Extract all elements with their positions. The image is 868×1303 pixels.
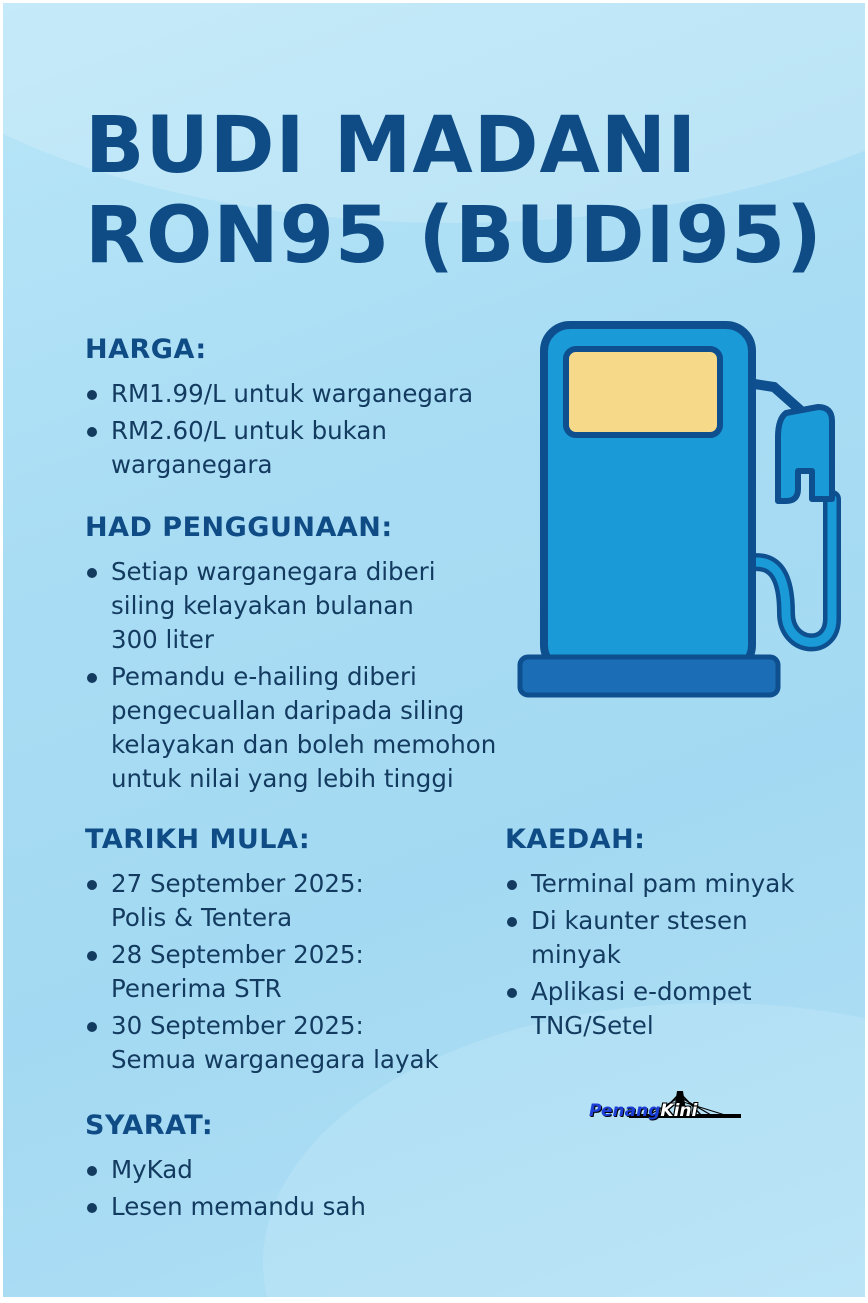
heading-had-penggunaan: HAD PENGGUNAAN: xyxy=(85,512,393,543)
penangkini-logo xyxy=(589,1087,741,1123)
list-item xyxy=(85,867,485,935)
list-item xyxy=(85,414,515,482)
list-item-line: Penerima STR xyxy=(111,974,282,1003)
heading-tarikh-mula: TARIKH MULA: xyxy=(85,824,311,855)
list-item xyxy=(85,938,485,1006)
section-harga xyxy=(85,333,515,485)
list-item xyxy=(85,1009,485,1077)
list-kaedah xyxy=(505,867,845,1043)
list-item xyxy=(85,377,515,411)
fuel-pump-icon xyxy=(516,321,852,701)
list-item-line: 27 September 2025: xyxy=(111,869,364,898)
list-had-penggunaan xyxy=(85,555,545,796)
list-item xyxy=(505,867,845,901)
page-title xyxy=(85,101,823,281)
title-line-1: BUDI MADANI xyxy=(85,101,698,191)
heading-kaedah: KAEDAH: xyxy=(505,824,646,855)
list-tarikh-mula xyxy=(85,867,485,1077)
list-item-line: pengecuallan daripada siling xyxy=(111,696,465,725)
logo-wordmark xyxy=(589,1101,697,1121)
list-item-line: 300 liter xyxy=(111,625,214,654)
list-item xyxy=(505,904,845,972)
list-item-line: Aplikasi e-dompet xyxy=(531,977,752,1006)
section-syarat xyxy=(85,1109,485,1227)
poster xyxy=(3,3,865,1297)
list-item-line: Setiap warganegara diberi xyxy=(111,557,436,586)
list-item-line: TNG/Setel xyxy=(531,1011,654,1040)
list-item-line: MyKad xyxy=(111,1155,193,1184)
list-item xyxy=(85,1153,485,1187)
list-item-line: warganegara xyxy=(111,450,273,479)
list-item xyxy=(85,1190,485,1224)
list-item xyxy=(85,660,545,796)
list-item-line: Semua warganegara layak xyxy=(111,1045,439,1074)
list-item-line: 28 September 2025: xyxy=(111,940,364,969)
list-item xyxy=(85,555,545,657)
list-item-line: Polis & Tentera xyxy=(111,903,293,932)
list-item-line: Pemandu e-hailing diberi xyxy=(111,662,417,691)
list-item-line: RM1.99/L untuk warganegara xyxy=(111,379,474,408)
list-item-line: RM2.60/L untuk bukan xyxy=(111,416,387,445)
list-item-line: 30 September 2025: xyxy=(111,1011,364,1040)
section-kaedah xyxy=(505,823,845,1046)
list-item-line: Terminal pam minyak xyxy=(531,869,795,898)
list-item xyxy=(505,975,845,1043)
title-line-2: RON95 (BUDI95) xyxy=(85,191,823,281)
list-harga xyxy=(85,377,515,482)
section-tarikh-mula xyxy=(85,823,485,1080)
logo-text-penang: Penang xyxy=(589,1101,661,1121)
list-item-line: untuk nilai yang lebih tinggi xyxy=(111,764,454,793)
list-item-line: Di kaunter stesen xyxy=(531,906,748,935)
heading-syarat: SYARAT: xyxy=(85,1110,214,1141)
list-item-line: siling kelayakan bulanan xyxy=(111,591,414,620)
logo-text-kini: Kini xyxy=(660,1101,698,1121)
list-item-line: Lesen memandu sah xyxy=(111,1192,366,1221)
section-had-penggunaan xyxy=(85,511,545,799)
list-syarat xyxy=(85,1153,485,1224)
list-item-line: kelayakan dan boleh memohon xyxy=(111,730,497,759)
list-item-line: minyak xyxy=(531,940,621,969)
heading-harga: HARGA: xyxy=(85,334,207,365)
